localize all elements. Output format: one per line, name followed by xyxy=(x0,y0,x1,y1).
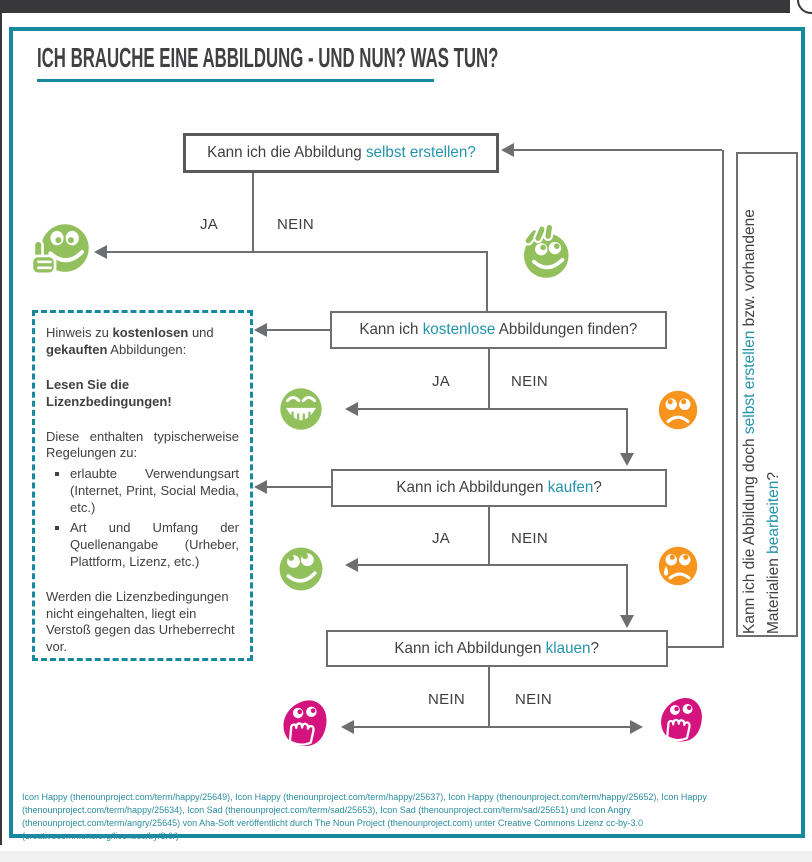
arrowhead-hint-bottom xyxy=(254,480,267,494)
question-box-buy xyxy=(331,469,667,507)
arrowhead-level2-left xyxy=(345,402,358,416)
window-top-bar xyxy=(0,0,790,13)
angry-hand-over-mouth-icon xyxy=(276,695,334,753)
connector-q3-drop xyxy=(488,507,490,566)
label-nein-level4-right: NEIN xyxy=(515,691,553,708)
label-nein-level4-left: NEIN xyxy=(428,691,466,708)
arrowhead-level1-left xyxy=(94,245,107,259)
happy-hand-on-head-icon xyxy=(514,222,576,284)
hint-rule-attribution: ▪ Art und Umfang der Quellenangabe (Urheber, Plattform, Lizenz, etc.) xyxy=(70,520,239,571)
sad-face-icon xyxy=(652,384,704,436)
arrowhead-level4-right xyxy=(630,720,643,734)
side-question-box-edit-materials xyxy=(736,152,798,637)
hint-rules-list xyxy=(46,466,239,570)
connector-q4-to-loop xyxy=(668,646,724,648)
question-box-steal xyxy=(326,630,668,667)
window-left-edge xyxy=(0,0,2,845)
angry-hand-over-mouth-icon xyxy=(654,693,709,748)
connector-to-q2 xyxy=(486,251,488,313)
hint-rules-intro: Diese enthalten typischerweise Regelungen zu: xyxy=(46,428,239,461)
connector-to-q4 xyxy=(626,564,628,616)
connector-level4-horizontal xyxy=(354,726,630,728)
arrowhead-to-q3 xyxy=(620,453,634,466)
question-text: Kann ich kostenlose Abbildungen finden? xyxy=(359,321,638,338)
connector-level3-horizontal xyxy=(358,564,628,566)
label-ja-level3: JA xyxy=(432,530,451,547)
question-text: Kann ich die Abbildung selbst erstellen? xyxy=(206,144,476,161)
happy-eyes-up-icon xyxy=(272,540,330,598)
connector-loop-vertical xyxy=(722,150,724,648)
arrowhead-level3-left xyxy=(345,558,358,572)
connector-q2-drop xyxy=(488,349,490,410)
label-nein-level1: NEIN xyxy=(277,216,315,233)
connector-loop-top xyxy=(514,149,722,151)
connector-q3-to-hint xyxy=(267,486,331,488)
connector-level1-horizontal xyxy=(107,251,488,253)
hint-rule-usage: ▪ erlaubte Verwendungsart (Internet, Print, Social Media, etc.) xyxy=(70,466,239,517)
question-box-find-free xyxy=(330,311,667,349)
connector-q4-drop xyxy=(488,667,490,728)
label-nein-level2: NEIN xyxy=(511,373,549,390)
page-title: ICH BRAUCHE EINE ABBILDUNG - UND NUN? WAS TUN? xyxy=(37,42,499,73)
sad-crying-face-icon xyxy=(652,540,704,592)
title-underline xyxy=(37,79,434,82)
connector-level2-horizontal xyxy=(358,408,628,410)
arrowhead-level4-left xyxy=(341,720,354,734)
question-text: Kann ich Abbildungen klauen? xyxy=(394,639,600,657)
label-nein-level3: NEIN xyxy=(511,530,549,547)
connector-q1-drop xyxy=(252,173,254,253)
question-box-create-yourself xyxy=(183,133,499,173)
arrowhead-hint-top xyxy=(254,323,267,337)
label-ja-level2: JA xyxy=(432,373,451,390)
happy-thumbs-up-icon xyxy=(28,219,94,285)
icon-credits: Icon Happy (thenounproject.com/term/happy/25649), Icon Happy (thenounproject.com/term/happy/25637), Icon Happy (thenounproject.com/term/happy/25652), Icon Happy (thenounproject.com/term/happy/25634), Icon Sad (thenounproject.com/term/sad/25653), Icon Sad (thenounproject.com/term/sad/25651) und Icon Angry (thenounproject.com/term/angry/25645) von Aha-Soft veröffentlicht durch The Noun Project (thenounproject.com) unter Creative Commons Lizenz cc-by-3.0 (creativecommons.org/licenses/by/3.0/) xyxy=(22,792,707,842)
license-hint-box xyxy=(32,310,253,661)
label-ja-level1: JA xyxy=(200,216,219,233)
connector-to-q3 xyxy=(626,408,628,454)
hint-read-license: Lesen Sie die Lizenzbedingungen! xyxy=(46,376,172,409)
hint-warning: Werden die Lizenzbedingungen nicht eingehalten, liegt ein Verstoß gegen das Urheberrecht vor. xyxy=(46,588,235,655)
connector-q2-to-hint xyxy=(267,329,330,331)
bottom-strip xyxy=(0,851,812,862)
arrowhead-to-q4 xyxy=(620,615,634,628)
hint-intro: Hinweis zu kostenlosen und gekauften Abbildungen: xyxy=(46,325,214,357)
happy-big-grin-icon xyxy=(273,381,329,437)
side-question-text: Kann ich die Abbildung doch selbst erstellen bzw. vorhandene Materialien bearbeiten? xyxy=(741,208,783,634)
corner-circle-button[interactable] xyxy=(797,0,812,14)
question-text: Kann ich Abbildungen kaufen? xyxy=(396,479,602,496)
arrowhead-loop-to-q1 xyxy=(501,143,514,157)
